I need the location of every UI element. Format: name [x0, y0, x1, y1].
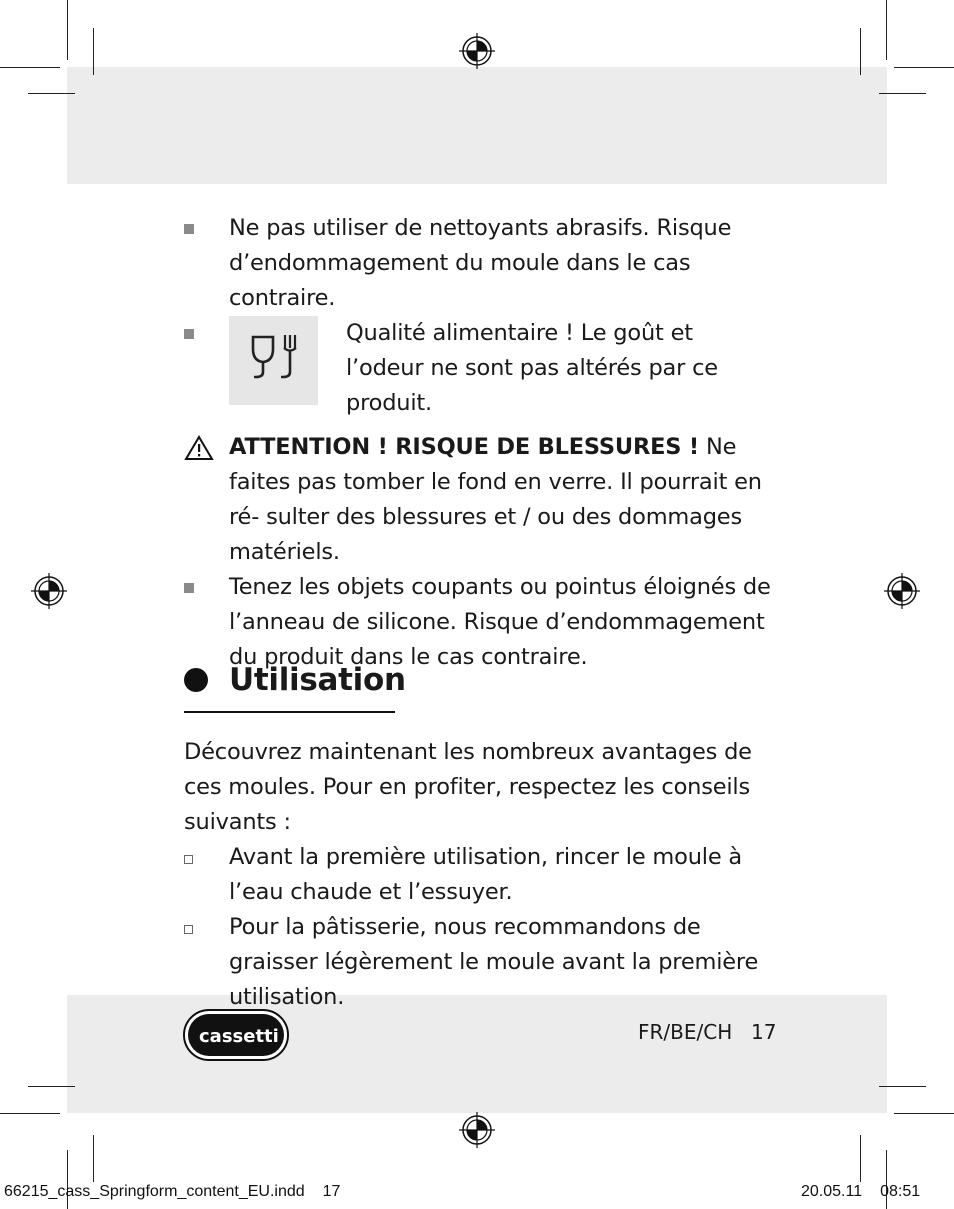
food-safe-icon — [229, 316, 318, 405]
list-item — [184, 840, 776, 910]
section-title: Utilisation — [229, 662, 406, 698]
list-item — [184, 910, 776, 1015]
heading-underline — [184, 711, 395, 713]
registration-mark-icon — [884, 573, 920, 609]
registration-mark-icon — [459, 1112, 495, 1148]
item-text: Qualité alimentaire ! Le goût et l’odeur ne sont pas altérés par ce produit. — [346, 320, 718, 416]
svg-text:cassetti: cassetti — [199, 1026, 279, 1047]
registration-mark-icon — [459, 33, 495, 69]
cassetti-logo — [183, 1009, 289, 1061]
item-text: Ne pas utiliser de nettoyants abrasifs. Risque d’endommagement du moule dans le cas contraire. — [229, 215, 732, 311]
slug-filename: 66215_cass_Springform_content_EU.indd — [4, 1183, 305, 1200]
list-item — [184, 211, 776, 316]
slug-date: 20.05.11 — [801, 1183, 863, 1200]
checkbox-bullet-icon — [184, 925, 193, 934]
list-item — [184, 316, 776, 421]
square-bullet-icon — [184, 329, 194, 339]
item-text: Pour la pâtisserie, nous recommandons de graisser légèrement le moule avant la première utilisation. — [229, 914, 759, 1010]
page-number: 17 — [751, 1020, 777, 1044]
section-intro: Découvrez maintenant les nombreux avantages de ces moules. Pour en profiter, respectez les conseils suivants : — [184, 739, 752, 835]
square-bullet-icon — [184, 583, 194, 593]
slug-time: 08:51 — [880, 1183, 921, 1200]
item-text: Tenez les objets coupants ou pointus éloignés de l’anneau de silicone. Risque d’endommagement du produit dans le cas contraire. — [229, 574, 771, 670]
warning-item — [184, 430, 776, 570]
warning-triangle-icon — [184, 435, 214, 461]
slug-page: 17 — [322, 1183, 341, 1200]
square-bullet-icon — [184, 224, 194, 234]
region-code: FR/BE/CH — [638, 1020, 733, 1044]
heading-dot-icon — [184, 668, 208, 692]
item-text: Avant la première utilisation, rincer le moule à l’eau chaude et l’essuyer. — [229, 844, 742, 905]
slug-file — [4, 1182, 340, 1202]
steps-list — [184, 840, 776, 1015]
safety-list — [184, 211, 776, 675]
warning-label: ATTENTION ! RISQUE DE BLESSURES ! — [229, 434, 699, 460]
warning-text: Ne faites pas tomber le fond en verre. Il pourrait en ré- sulter des blessures et / ou des dommages matériels. — [229, 434, 762, 565]
header-band — [67, 67, 887, 184]
slug-timestamp — [801, 1182, 920, 1202]
section-heading — [184, 658, 776, 708]
checkbox-bullet-icon — [184, 855, 193, 864]
registration-mark-icon — [31, 573, 67, 609]
